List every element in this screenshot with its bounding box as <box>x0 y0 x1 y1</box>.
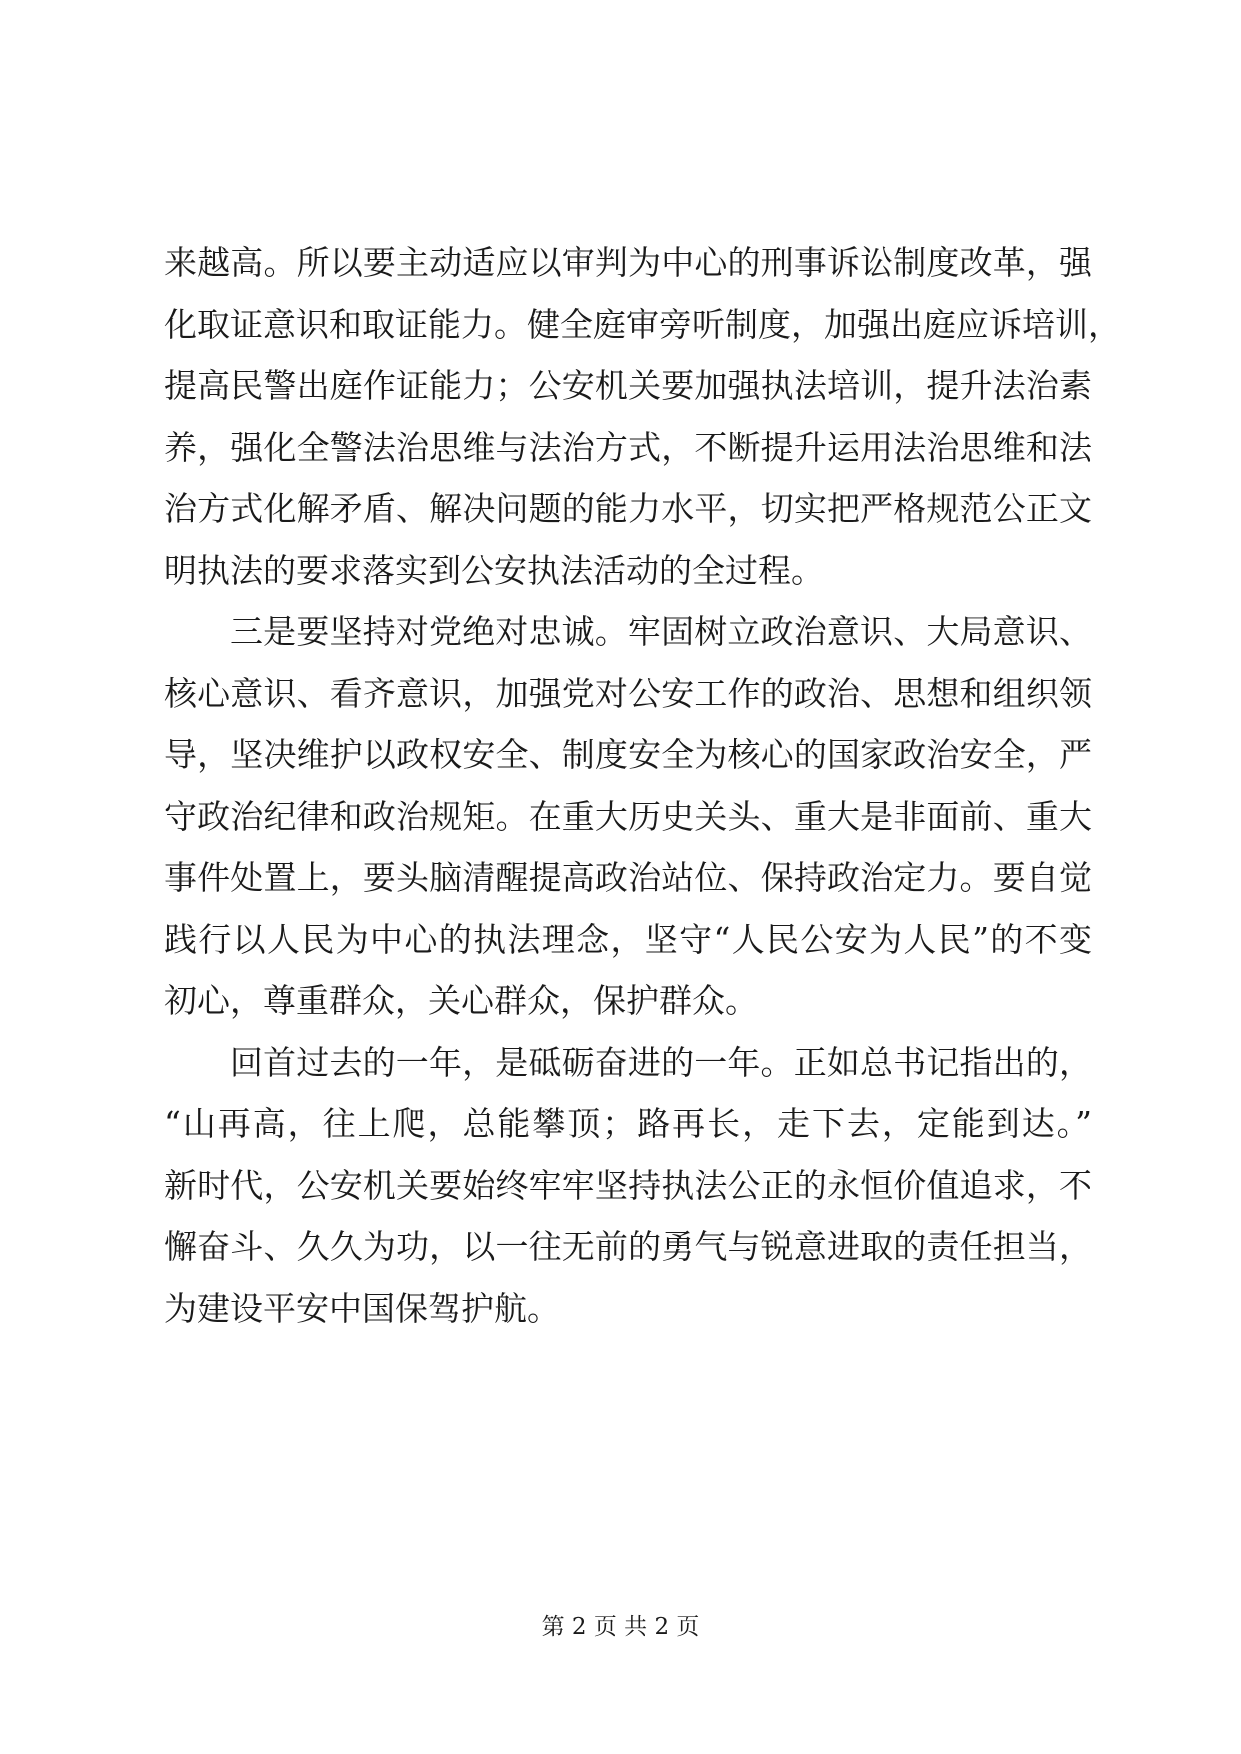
text-line: 导，坚决维护以政权安全、制度安全为核心的国家政治安全，严 <box>164 735 1092 774</box>
paragraph-1 <box>164 232 1121 601</box>
text-line: “山再高，往上爬，总能攀顶；路再长，走下去，定能到达。” <box>164 1104 1092 1143</box>
paragraph-2 <box>164 601 1092 1032</box>
text-line: 核心意识、看齐意识，加强党对公安工作的政治、思想和组织领 <box>164 673 1092 713</box>
text-line: 为建设平安中国保驾护航。 <box>164 1288 560 1328</box>
text-line: 来越高。所以要主动适应以审判为中心的刑事诉讼制度改革，强 <box>164 243 1092 282</box>
text-line: 回首过去的一年，是砥砺奋进的一年。正如总书记指出的， <box>230 1042 1092 1082</box>
document-body <box>164 232 1121 1339</box>
text-line: 践行以人民为中心的执法理念，坚守“人民公安为人民”的不变 <box>164 919 1092 959</box>
text-line: 明执法的要求落实到公安执法活动的全过程。 <box>164 550 824 590</box>
text-line: 化取证意识和取证能力。健全庭审旁听制度，加强出庭应诉培训， <box>164 304 1121 344</box>
text-line: 懈奋斗、久久为功，以一往无前的勇气与锐意进取的责任担当， <box>164 1227 1092 1266</box>
text-line: 守政治纪律和政治规矩。在重大历史关头、重大是非面前、重大 <box>164 796 1092 836</box>
paragraph-3 <box>164 1032 1092 1340</box>
text-line: 养，强化全警法治思维与法治方式，不断提升运用法治思维和法 <box>164 427 1092 467</box>
text-line: 事件处置上，要头脑清醒提高政治站位、保持政治定力。要自觉 <box>164 858 1092 897</box>
page-number-footer: 第 2 页 共 2 页 <box>541 1614 700 1640</box>
text-line: 提高民警出庭作证能力；公安机关要加强执法培训，提升法治素 <box>164 366 1092 405</box>
text-line: 三是要坚持对党绝对忠诚。牢固树立政治意识、大局意识、 <box>230 612 1092 651</box>
text-line: 初心，尊重群众，关心群众，保护群众。 <box>164 981 758 1020</box>
text-line: 新时代，公安机关要始终牢牢坚持执法公正的永恒价值追求，不 <box>164 1165 1092 1205</box>
text-line: 治方式化解矛盾、解决问题的能力水平，切实把严格规范公正文 <box>164 489 1092 528</box>
